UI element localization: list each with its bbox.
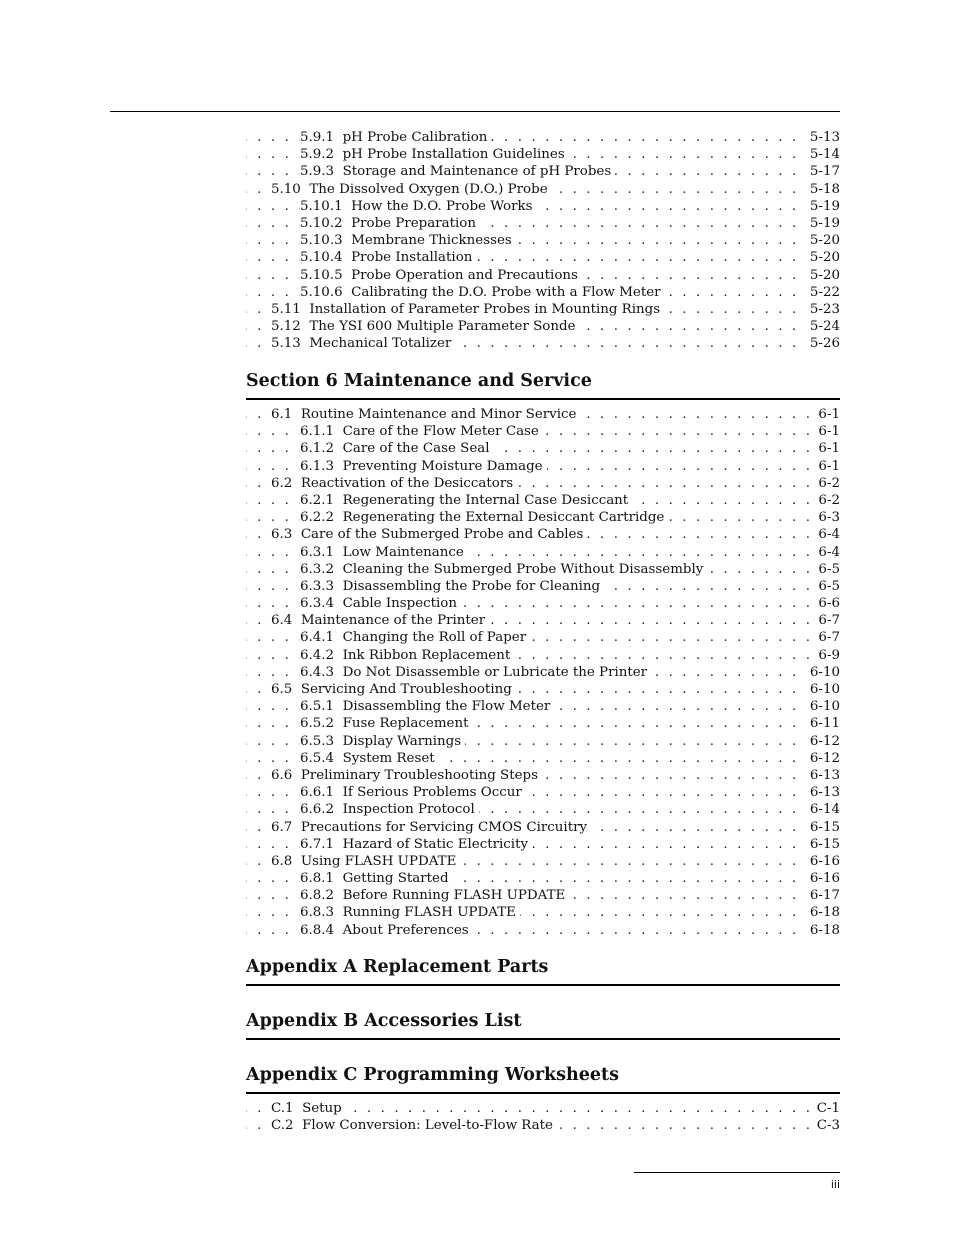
toc-entry[interactable] — [246, 215, 840, 232]
toc-entry-page: 5-13 — [806, 129, 840, 146]
footer-rule — [634, 1172, 840, 1173]
toc-entry-label — [271, 1101, 346, 1116]
toc-entry-page: 6-3 — [814, 509, 840, 526]
toc-entry-page: 5-19 — [806, 215, 840, 232]
toc-entry-page: 6-5 — [814, 578, 840, 595]
toc-entry-number: 5.10.6 — [300, 284, 343, 300]
toc-entry-number: 6.4.3 — [300, 664, 335, 680]
toc-entry-label — [300, 545, 468, 560]
toc-entry-title: Care of the Flow Meter Case — [342, 424, 539, 440]
toc-entry-label — [271, 820, 591, 835]
toc-entry-label — [300, 424, 543, 439]
toc-entry[interactable] — [246, 595, 840, 612]
toc-entry[interactable] — [246, 509, 840, 526]
toc-entry[interactable] — [246, 267, 840, 284]
toc-entry-label — [300, 493, 632, 508]
toc-entry-label — [300, 268, 582, 283]
toc-entry-title: pH Probe Installation Guidelines — [342, 147, 565, 163]
toc-entry-page: 6-10 — [806, 664, 840, 681]
toc-entry-number: 6.4.2 — [300, 647, 335, 663]
toc-entry-label — [271, 1118, 557, 1133]
toc-entry-page: 6-2 — [814, 475, 840, 492]
toc-entry-label — [271, 854, 460, 869]
toc-entry-page: 6-11 — [806, 715, 840, 732]
toc-entry-title: Probe Operation and Precautions — [351, 267, 578, 283]
toc-entry[interactable] — [246, 163, 840, 180]
toc-entry-title: Care of the Case Seal — [342, 441, 490, 457]
header-rule — [110, 111, 840, 112]
toc-entry-label — [300, 837, 532, 852]
toc-entry-label — [300, 871, 453, 886]
toc-entry-page: 6-12 — [806, 733, 840, 750]
toc-entry-number: 6.1.2 — [300, 441, 335, 457]
toc-entry-page: 5-20 — [806, 249, 840, 266]
toc-entry[interactable] — [246, 853, 840, 870]
toc-entry-label — [271, 182, 552, 197]
toc-entry-number: 6.3.4 — [300, 596, 335, 612]
toc-entry-label — [271, 407, 580, 422]
toc-entry-number: 6.5 — [271, 682, 293, 697]
toc-entry-title: Setup — [302, 1101, 342, 1116]
toc-entry-label — [300, 579, 604, 594]
toc-entry-title: If Serious Problems Occur — [342, 785, 522, 801]
toc-entry-title: Regenerating the External Desiccant Cartridge — [342, 510, 665, 526]
toc-entry-page: 5-17 — [806, 163, 840, 180]
toc-entry-number: 6.7 — [271, 819, 293, 835]
toc-entry-page: 6-7 — [814, 612, 840, 629]
toc-entry-number: 6.8.1 — [300, 871, 335, 887]
toc-entry-title: Care of the Submerged Probe and Cables — [300, 527, 584, 543]
toc-entry-label — [271, 768, 542, 783]
toc-entry-number: 6.2 — [271, 475, 293, 491]
toc-entry-label — [300, 699, 554, 714]
toc-entry-label — [300, 250, 476, 265]
toc-entry-number: 5.10 — [271, 181, 301, 197]
toc-entry-number: 6.3.1 — [300, 544, 335, 560]
toc-entry-title: Disassembling the Probe for Cleaning — [342, 578, 601, 594]
toc-entry-number: 5.12 — [271, 319, 301, 335]
toc-entry-label — [300, 923, 473, 938]
toc-entry-title: Changing the Roll of Paper — [342, 630, 527, 646]
toc-entry-page: 5-24 — [806, 318, 840, 335]
toc-entry-number: 5.13 — [271, 336, 301, 352]
toc-entry-number: 6.4.1 — [300, 630, 335, 646]
toc-entry-title: Low Maintenance — [342, 544, 464, 560]
toc-entry[interactable] — [246, 526, 840, 543]
toc-entry-title: Routine Maintenance and Minor Service — [300, 407, 577, 422]
toc-entry-page: 6-17 — [806, 887, 840, 904]
toc-entry-number: 6.8.4 — [300, 922, 335, 938]
toc-entry-title: Cleaning the Submerged Probe Without Disassembly — [342, 561, 704, 577]
toc-entry-number: 6.8.2 — [300, 888, 335, 904]
toc-entry[interactable] — [246, 249, 840, 266]
toc-block-section6 — [246, 406, 840, 939]
toc-entry-title: Servicing And Troubleshooting — [300, 682, 512, 697]
toc-entry[interactable] — [246, 301, 840, 318]
toc-entry-label — [300, 648, 514, 663]
toc-entry-title: pH Probe Calibration — [342, 130, 488, 145]
toc-entry-number: 5.10.2 — [300, 215, 343, 231]
toc-entry-label — [300, 199, 537, 214]
toc-entry-page: 6-15 — [806, 819, 840, 836]
toc-entry-page: 6-16 — [806, 870, 840, 887]
toc-entry[interactable] — [246, 129, 840, 146]
toc-entry-page: 5-22 — [806, 284, 840, 301]
toc-entry-page: 6-13 — [806, 767, 840, 784]
toc-entry-number: 6.5.4 — [300, 750, 335, 766]
appendix-b-heading: Appendix B Accessories List — [246, 1011, 522, 1031]
toc-entry-page: 6-7 — [814, 629, 840, 646]
toc-entry[interactable] — [246, 750, 840, 767]
toc-entry[interactable] — [246, 801, 840, 818]
toc-entry-number: 6.8.3 — [300, 905, 335, 921]
toc-entry-page: 6-10 — [806, 681, 840, 698]
toc-entry[interactable] — [246, 870, 840, 887]
toc-entry-number: 6.7.1 — [300, 836, 335, 852]
toc-entry-page: 6-13 — [806, 784, 840, 801]
appendix-b-rule — [246, 1038, 840, 1040]
toc-entry-label — [300, 562, 707, 577]
toc-entry-number: 6.8 — [271, 853, 293, 869]
toc-entry-page: 5-20 — [806, 232, 840, 249]
toc-entry-label — [300, 216, 480, 231]
toc-entry[interactable] — [246, 784, 840, 801]
toc-entry-label — [300, 459, 547, 474]
toc-entry-page: C-1 — [813, 1100, 840, 1117]
toc-entry-page: 6-1 — [814, 440, 840, 457]
toc-entry[interactable] — [246, 475, 840, 492]
toc-block-section5 — [246, 129, 840, 352]
toc-entry[interactable] — [246, 561, 840, 578]
toc-entry[interactable] — [246, 904, 840, 921]
toc-entry-label — [300, 630, 530, 645]
toc-entry-label — [271, 336, 455, 351]
toc-entry-label — [271, 682, 516, 697]
toc-entry-label — [271, 613, 489, 628]
toc-entry[interactable] — [246, 819, 840, 836]
toc-entry[interactable] — [246, 767, 840, 784]
toc-entry-page: 6-6 — [814, 595, 840, 612]
toc-entry-title: Disassembling the Flow Meter — [342, 699, 551, 715]
toc-entry-page: 6-1 — [814, 406, 840, 423]
toc-entry-page: 6-2 — [814, 492, 840, 509]
toc-entry-number: 6.1.1 — [300, 424, 335, 440]
toc-entry-title: Getting Started — [342, 871, 449, 887]
toc-entry-title: Fuse Replacement — [342, 716, 469, 732]
toc-entry-title: About Preferences — [342, 922, 469, 938]
toc-entry-page: 6-15 — [806, 836, 840, 853]
toc-entry[interactable] — [246, 335, 840, 352]
toc-entry-label — [300, 751, 439, 766]
toc-entry-label — [271, 319, 580, 334]
toc-entry[interactable] — [246, 1117, 840, 1134]
toc-entry-page: 6-4 — [814, 526, 840, 543]
toc-entry[interactable] — [246, 887, 840, 904]
toc-entry-label — [300, 905, 520, 920]
toc-entry[interactable] — [246, 1100, 840, 1117]
toc-entry[interactable] — [246, 406, 840, 423]
toc-entry-page: 5-18 — [806, 181, 840, 198]
toc-entry[interactable] — [246, 698, 840, 715]
toc-entry-page: 5-26 — [806, 335, 840, 352]
toc-entry[interactable] — [246, 681, 840, 698]
toc-entry-title: Cable Inspection — [342, 596, 457, 612]
toc-entry-number: 5.10.3 — [300, 233, 343, 249]
toc-entry-title: Installation of Parameter Probes in Mounting Rings — [309, 301, 661, 317]
toc-entry-title: Reactivation of the Desiccators — [300, 475, 514, 491]
toc-entry-page: 6-18 — [806, 904, 840, 921]
toc-entry-number: 6.4 — [271, 613, 293, 629]
toc-entry-title: Maintenance of the Printer — [300, 613, 486, 629]
toc-entry-number: 6.6 — [271, 767, 293, 783]
appendix-a-heading: Appendix A Replacement Parts — [246, 957, 549, 977]
toc-entry-number: 6.5.3 — [300, 733, 335, 749]
toc-entry-label — [300, 285, 665, 300]
toc-entry-page: 6-1 — [814, 458, 840, 475]
toc-entry-title: Display Warnings — [342, 733, 462, 749]
toc-entry-title: Probe Installation — [351, 250, 473, 266]
toc-entry-title: Inspection Protocol — [342, 802, 475, 818]
toc-entry-number: 6.5.2 — [300, 716, 335, 732]
toc-entry-number: 5.10.5 — [300, 267, 343, 283]
toc-entry-title: How the D.O. Probe Works — [351, 198, 533, 214]
toc-entry-number: 6.3.2 — [300, 561, 335, 577]
toc-entry-page: 5-19 — [806, 198, 840, 215]
toc-entry[interactable] — [246, 232, 840, 249]
toc-entry-title: Membrane Thicknesses — [351, 233, 512, 249]
toc-entry-title: Precautions for Servicing CMOS Circuitry — [300, 819, 588, 835]
toc-entry-label — [300, 785, 526, 800]
toc-entry-title: Preliminary Troubleshooting Steps — [300, 767, 538, 783]
appendix-a-rule — [246, 984, 840, 986]
toc-entry-label — [300, 510, 668, 525]
toc-entry-title: Preventing Moisture Damage — [342, 458, 543, 474]
toc-entry[interactable] — [246, 423, 840, 440]
toc-entry[interactable] — [246, 318, 840, 335]
toc-entry-label — [271, 527, 587, 542]
toc-entry-number: 6.2.2 — [300, 510, 335, 526]
toc-entry[interactable] — [246, 647, 840, 664]
toc-entry[interactable] — [246, 664, 840, 681]
toc-entry-title: The YSI 600 Multiple Parameter Sonde — [309, 319, 576, 335]
toc-entry-number: 5.10.4 — [300, 250, 343, 266]
toc-entry-title: Regenerating the Internal Case Desiccant — [342, 492, 629, 508]
toc-entry-page: 5-14 — [806, 146, 840, 163]
toc-entry-title: Mechanical Totalizer — [309, 336, 452, 352]
toc-entry-page: 6-12 — [806, 750, 840, 767]
toc-entry[interactable] — [246, 146, 840, 163]
toc-entry-number: C.2 — [271, 1118, 294, 1134]
toc-entry-title: Calibrating the D.O. Probe with a Flow Meter — [351, 284, 661, 300]
toc-entry-page: 6-16 — [806, 853, 840, 870]
toc-entry-label — [271, 302, 664, 317]
toc-entry-number: 6.6.2 — [300, 802, 335, 818]
toc-entry-number: 5.9.2 — [300, 147, 335, 163]
toc-entry-number: 5.9.3 — [300, 164, 335, 180]
toc-entry-page: C-3 — [813, 1117, 840, 1134]
toc-entry[interactable] — [246, 922, 840, 939]
page-number: iii — [830, 1178, 840, 1191]
toc-entry-number: 5.11 — [271, 301, 301, 317]
toc-entry-title: Before Running FLASH UPDATE — [342, 888, 566, 904]
toc-entry-title: Probe Preparation — [351, 215, 476, 231]
toc-entry-label — [300, 441, 494, 456]
toc-entry[interactable] — [246, 629, 840, 646]
toc-entry-page: 6-1 — [814, 423, 840, 440]
toc-entry[interactable] — [246, 544, 840, 561]
toc-block-appendix-c — [246, 1100, 840, 1134]
toc-entry-label — [300, 596, 461, 611]
toc-entry-label — [300, 802, 479, 817]
toc-entry-label — [300, 734, 465, 749]
toc-entry[interactable] — [246, 458, 840, 475]
toc-entry-title: Flow Conversion: Level-to-Flow Rate — [302, 1118, 553, 1134]
toc-entry[interactable] — [246, 284, 840, 301]
toc-entry-number: 6.2.1 — [300, 492, 335, 508]
toc-entry-title: Ink Ribbon Replacement — [342, 647, 511, 663]
toc-entry[interactable] — [246, 578, 840, 595]
toc-entry-title: System Reset — [342, 750, 435, 766]
toc-entry[interactable] — [246, 198, 840, 215]
section-6-rule — [246, 398, 840, 400]
toc-entry-page: 6-14 — [806, 801, 840, 818]
toc-entry-title: Using FLASH UPDATE — [300, 853, 457, 869]
toc-entry-label — [300, 164, 615, 179]
toc-entry-number: 6.5.1 — [300, 699, 335, 715]
toc-entry-title: Hazard of Static Electricity — [342, 836, 529, 852]
toc-entry-number: 6.1.3 — [300, 458, 335, 474]
appendix-c-heading: Appendix C Programming Worksheets — [246, 1065, 619, 1085]
toc-entry-page: 5-23 — [806, 301, 840, 318]
toc-entry-page: 6-4 — [814, 544, 840, 561]
toc-entry-number: C.1 — [271, 1101, 294, 1116]
appendix-c-rule — [246, 1092, 840, 1094]
toc-entry[interactable] — [246, 440, 840, 457]
toc-entry-number: 6.6.1 — [300, 785, 335, 801]
toc-entry-page: 6-18 — [806, 922, 840, 939]
toc-entry-number: 5.9.1 — [300, 130, 335, 145]
toc-entry-label — [300, 888, 569, 903]
toc-entry-label — [300, 233, 516, 248]
toc-entry-number: 5.10.1 — [300, 198, 343, 214]
section-6-heading: Section 6 Maintenance and Service — [246, 371, 592, 391]
toc-entry-title: The Dissolved Oxygen (D.O.) Probe — [309, 181, 548, 197]
toc-entry-label — [300, 665, 651, 680]
toc-entry[interactable] — [246, 715, 840, 732]
toc-entry-label — [300, 716, 472, 731]
toc-entry[interactable] — [246, 612, 840, 629]
toc-entry-page: 6-10 — [806, 698, 840, 715]
toc-entry-number: 6.3.3 — [300, 578, 335, 594]
toc-entry-label — [271, 476, 517, 491]
toc-entry-page: 6-5 — [814, 561, 840, 578]
toc-entry[interactable] — [246, 492, 840, 509]
toc-entry-number: 6.3 — [271, 527, 293, 543]
toc-entry-title: Do Not Disassemble or Lubricate the Printer — [342, 664, 648, 680]
toc-entry-label — [300, 130, 491, 145]
toc-entry[interactable] — [246, 181, 840, 198]
toc-entry-page: 5-20 — [806, 267, 840, 284]
toc-entry-number: 6.1 — [271, 407, 293, 422]
toc-entry[interactable] — [246, 836, 840, 853]
toc-entry-label — [300, 147, 569, 162]
toc-entry-title: Running FLASH UPDATE — [342, 905, 516, 921]
toc-entry[interactable] — [246, 733, 840, 750]
toc-entry-title: Storage and Maintenance of pH Probes — [342, 164, 612, 180]
toc-entry-page: 6-9 — [814, 647, 840, 664]
